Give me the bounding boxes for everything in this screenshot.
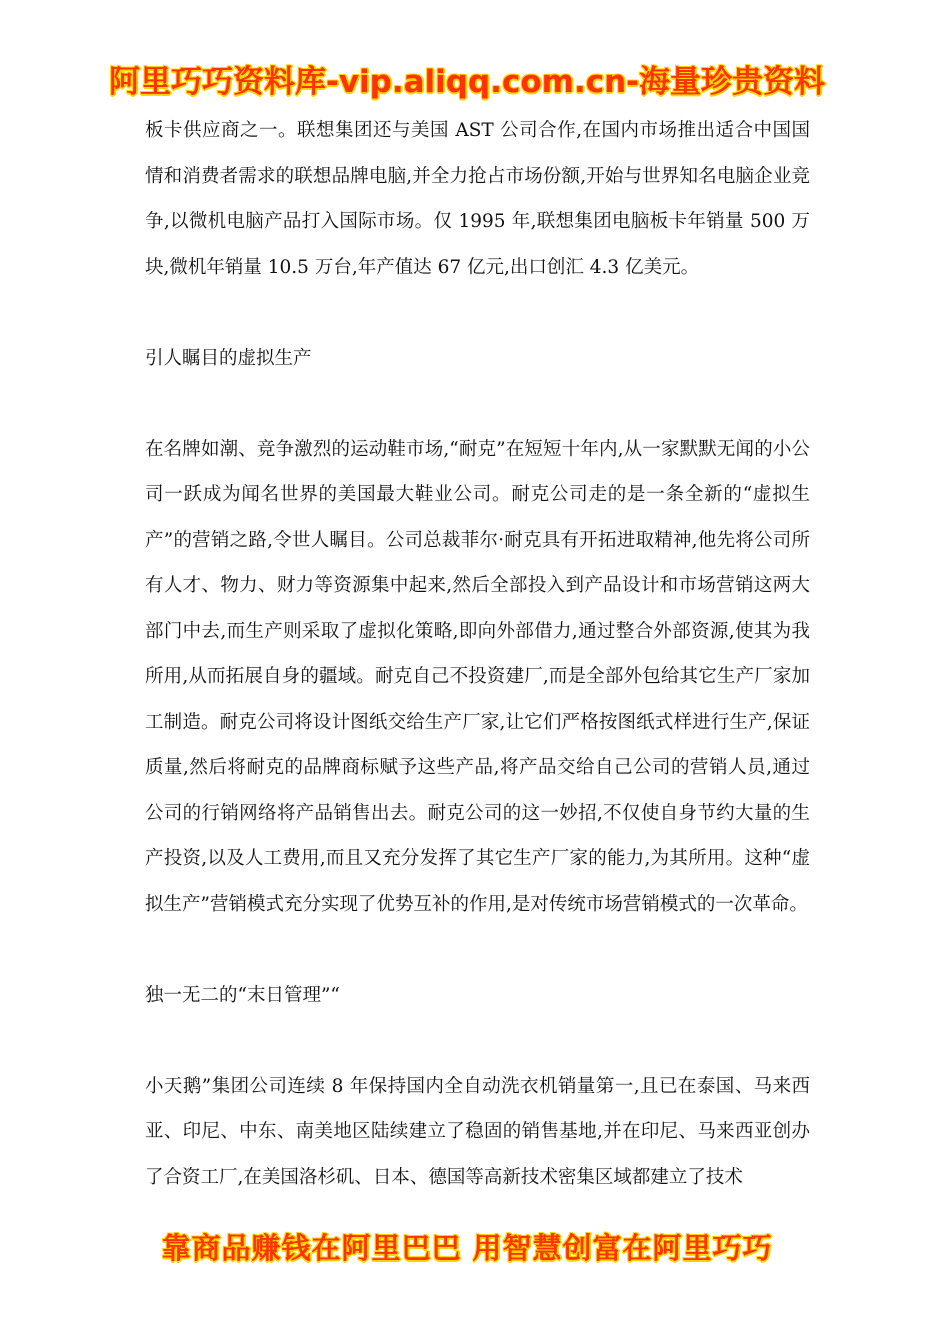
- paragraph-lenovo: 板卡供应商之一。联想集团还与美国 AST 公司合作,在国内市场推出适合中国国情和消费者需求的联想品牌电脑,并全力抢占市场份额,开始与世界知名电脑企业竞争,以微机电脑产品打入国际市场。仅 1995 年,联想集团电脑板卡年销量 500 万块,微机年销量 10.5 万台,年产值达 67 亿元,出口创汇 4.3 亿美元。: [145, 120, 810, 278]
- paragraph-nike: 在名牌如潮、竞争激烈的运动鞋市场,“耐克”在短短十年内,从一家默默无闻的小公司一跃成为闻名世界的美国最大鞋业公司。耐克公司走的是一条全新的“虚拟生产”的营销之路,令世人瞩目。公司总裁菲尔·耐克具有开拓进取精神,他先将公司所有人才、物力、财力等资源集中起来,然后全部投入到产品设计和市场营销这两大部门中去,而生产则采取了虚拟化策略,即向外部借力,通过整合外部资源,使其为我所用,从而拓展自身的疆域。耐克自己不投资建厂,而是全部外包给其它生产厂家加工制造。耐克公司将设计图纸交给生产厂家,让它们严格按图纸式样进行生产,保证质量,然后将耐克的品牌商标赋予这些产品,将产品交给自己公司的营销人员,通过公司的行销网络将产品销售出去。耐克公司的这一妙招,不仅使自身节约大量的生产投资,以及人工费用,而且又充分发挥了其它生产厂家的能力,为其所用。这种“虚拟生产”营销模式充分实现了优势互补的作用,是对传统市场营销模式的一次革命。: [145, 438, 810, 915]
- document-body: [145, 108, 810, 1200]
- header-banner: 阿里巧巧资料库-vip.aliqq.com.cn-海量珍贵资料: [108, 64, 826, 100]
- spacer: [145, 381, 810, 427]
- section-heading-doomsday-management: 独一无二的“末日管理”“: [145, 984, 340, 1006]
- footer-banner: 靠商品赚钱在阿里巴巴 用智慧创富在阿里巧巧: [161, 1231, 773, 1265]
- spacer: [145, 927, 810, 973]
- paragraph-little-swan: 小天鹅”集团公司连续 8 年保持国内全自动洗衣机销量第一,且已在泰国、马来西亚、印尼、中东、南美地区陆续建立了稳固的销售基地,并在印尼、马来西亚创办了合资工厂,在美国洛杉矶、日本、德国等高新技术密集区域都建立了技术: [145, 1075, 810, 1188]
- section-heading-virtual-production: 引人瞩目的虚拟生产: [145, 347, 312, 369]
- spacer: [145, 290, 810, 336]
- spacer: [145, 1018, 810, 1064]
